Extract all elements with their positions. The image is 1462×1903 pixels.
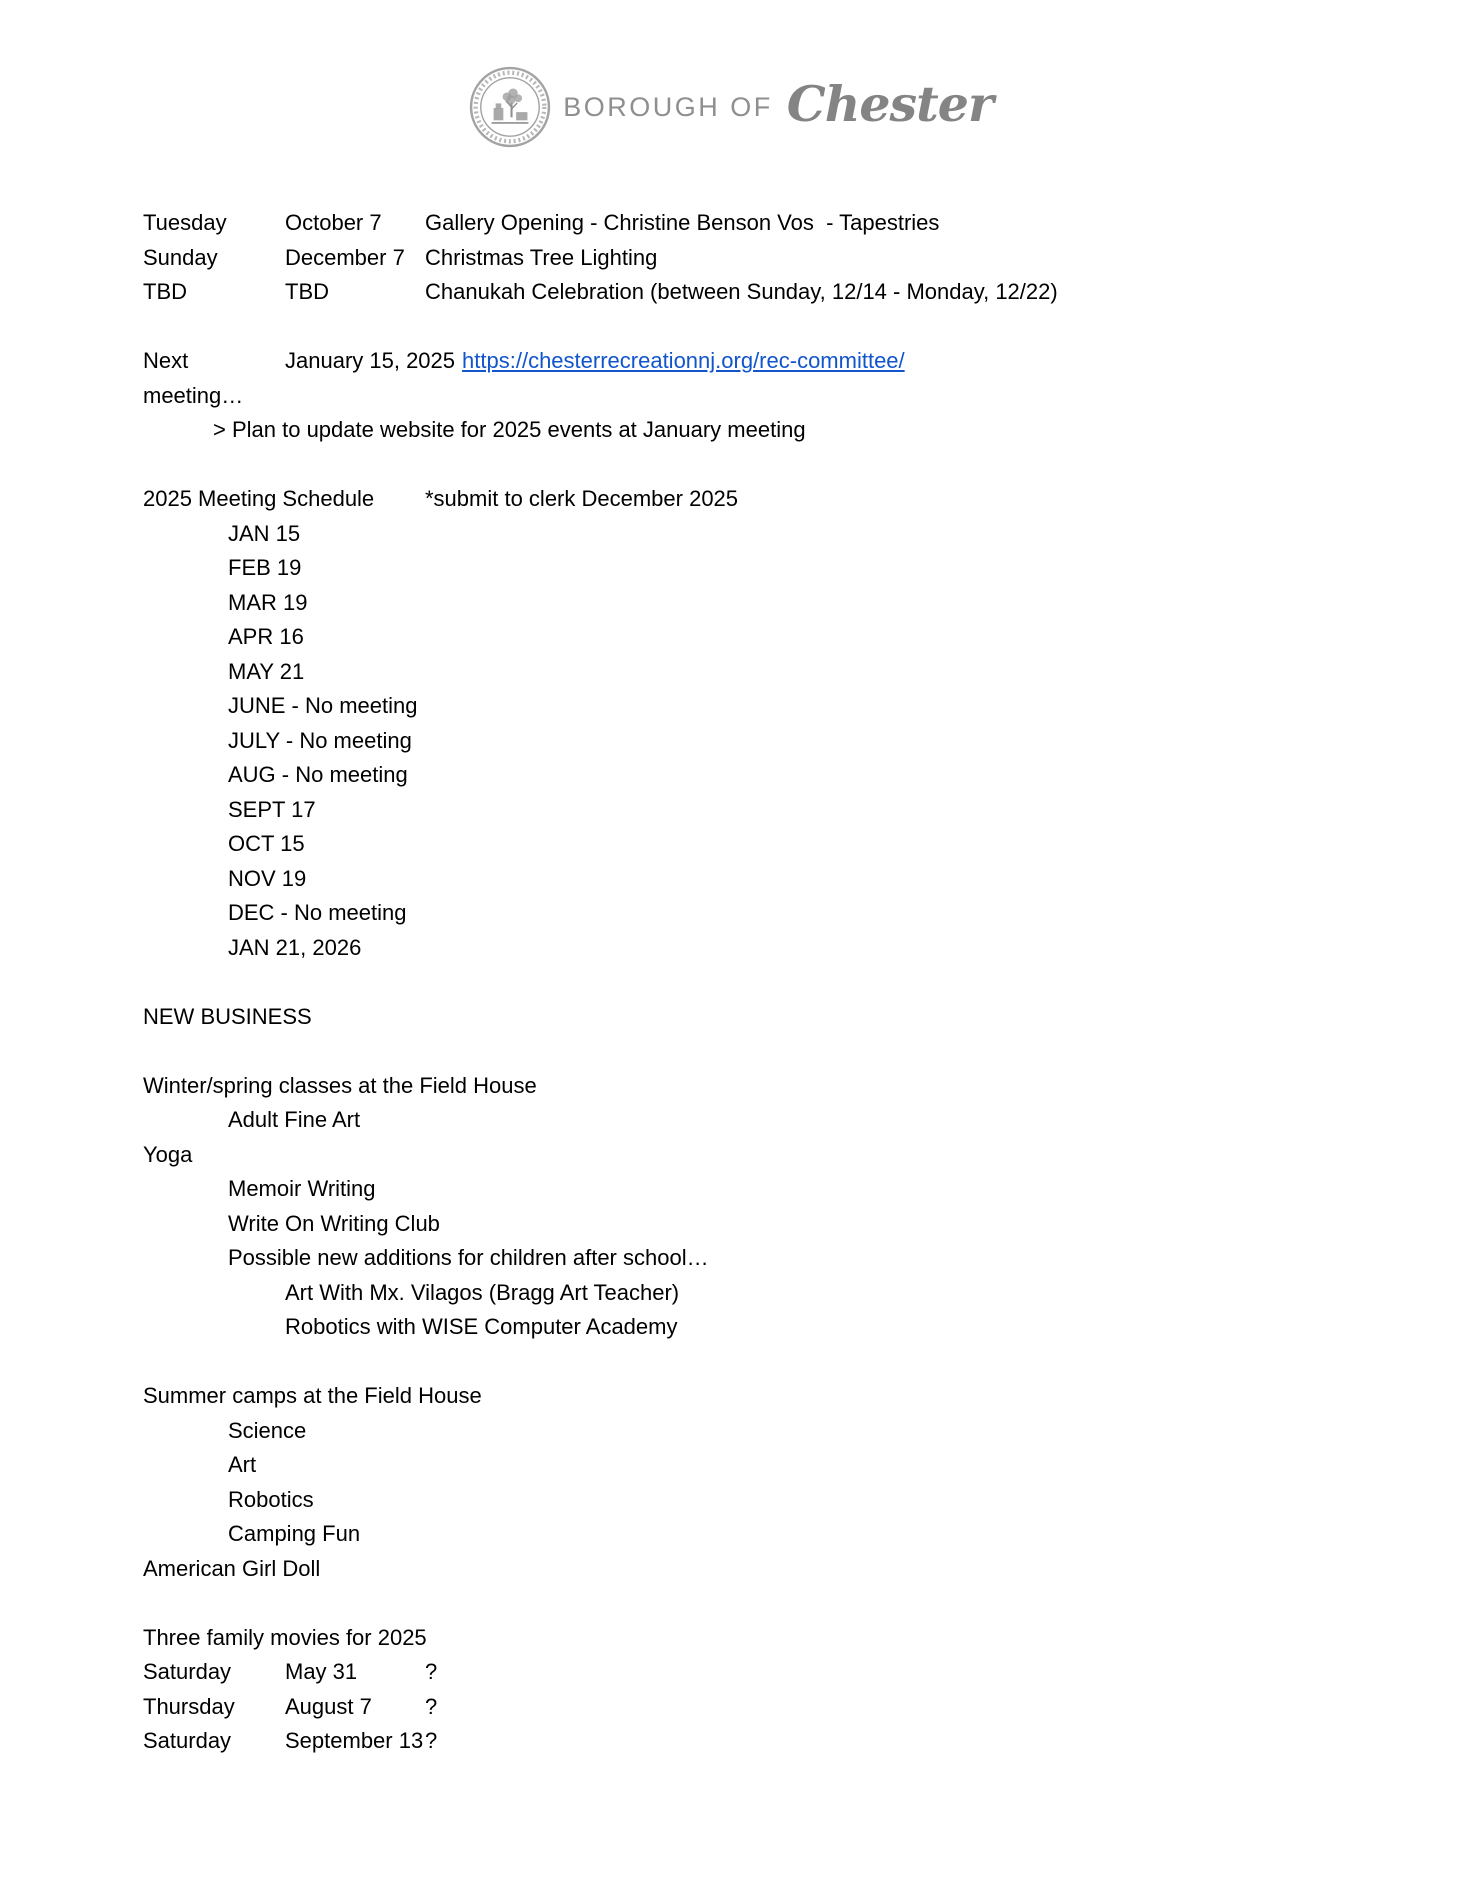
event-date: December 7 bbox=[285, 244, 405, 270]
movie-status: ? bbox=[425, 1728, 438, 1753]
camp-item: Art bbox=[228, 1452, 257, 1477]
new-business-heading: NEW BUSINESS bbox=[143, 1003, 312, 1029]
borough-logo bbox=[0, 62, 1462, 152]
schedule-annotation: *submit to clerk December 2025 bbox=[425, 486, 739, 511]
next-meeting-line bbox=[143, 344, 1343, 413]
movie-row bbox=[143, 1724, 1343, 1759]
event-description: Gallery Opening - Christine Benson Vos - Tapestries bbox=[425, 210, 940, 235]
event-description: Chanukah Celebration (between Sunday, 12/14 - Monday, 12/22) bbox=[425, 279, 1058, 304]
schedule-item: SEPT 17 bbox=[228, 796, 316, 822]
addition-item: Art With Mx. Vilagos (Bragg Art Teacher) bbox=[285, 1279, 680, 1305]
event-row bbox=[143, 241, 1343, 276]
borough-seal-icon bbox=[469, 66, 551, 148]
event-row bbox=[143, 206, 1343, 241]
movies-title: Three family movies for 2025 bbox=[143, 1624, 427, 1650]
camp-item: American Girl Doll bbox=[143, 1555, 321, 1581]
class-item: Adult Fine Art bbox=[228, 1107, 361, 1132]
movie-row bbox=[143, 1690, 1343, 1725]
schedule-title-line bbox=[143, 482, 1343, 517]
movie-row bbox=[143, 1655, 1343, 1690]
blank-line bbox=[143, 965, 1343, 1000]
possible-additions-line: Possible new additions for children after school… bbox=[228, 1245, 709, 1270]
movie-status: ? bbox=[425, 1659, 438, 1684]
blank-line bbox=[143, 1586, 1343, 1621]
class-item: Write On Writing Club bbox=[228, 1210, 440, 1236]
movie-status: ? bbox=[425, 1693, 438, 1719]
event-day: Sunday bbox=[143, 244, 218, 270]
schedule-item: OCT 15 bbox=[228, 831, 305, 856]
logo-borough-of-text: BOROUGH OF bbox=[563, 91, 773, 122]
schedule-title: 2025 Meeting Schedule bbox=[143, 486, 375, 511]
event-day: TBD bbox=[143, 279, 187, 304]
camp-item: Robotics bbox=[228, 1486, 314, 1512]
movie-date: August 7 bbox=[285, 1693, 372, 1719]
movie-day: Saturday bbox=[143, 1728, 232, 1753]
schedule-item: APR 16 bbox=[228, 624, 304, 649]
addition-item: Robotics with WISE Computer Academy bbox=[285, 1314, 678, 1339]
winter-spring-title: Winter/spring classes at the Field House bbox=[143, 1072, 537, 1098]
class-item: Memoir Writing bbox=[228, 1176, 376, 1201]
schedule-item: JUNE - No meeting bbox=[228, 693, 418, 718]
document-body bbox=[143, 206, 1343, 1759]
next-meeting-value bbox=[285, 344, 1343, 379]
schedule-item: JULY - No meeting bbox=[228, 727, 412, 753]
summer-camps-title: Summer camps at the Field House bbox=[143, 1383, 482, 1408]
schedule-item: DEC - No meeting bbox=[228, 900, 407, 925]
event-description: Christmas Tree Lighting bbox=[425, 244, 658, 270]
movie-date: May 31 bbox=[285, 1659, 358, 1684]
schedule-item: MAR 19 bbox=[228, 589, 308, 615]
movie-day: Thursday bbox=[143, 1693, 235, 1719]
movie-day: Saturday bbox=[143, 1659, 232, 1684]
logo-chester-text: Chester bbox=[786, 75, 993, 133]
schedule-item: AUG - No meeting bbox=[228, 762, 408, 787]
next-meeting-note: > Plan to update website for 2025 events at January meeting bbox=[213, 417, 806, 442]
event-row bbox=[143, 275, 1343, 310]
schedule-item: NOV 19 bbox=[228, 865, 307, 891]
blank-line bbox=[143, 448, 1343, 483]
event-date: October 7 bbox=[285, 210, 382, 235]
schedule-item: FEB 19 bbox=[228, 555, 302, 580]
next-meeting-label: Next meeting… bbox=[143, 348, 244, 408]
rec-committee-link[interactable]: https://chesterrecreationnj.org/rec-committee/ bbox=[462, 348, 905, 373]
camp-item: Science bbox=[228, 1417, 307, 1443]
camp-item: Camping Fun bbox=[228, 1521, 361, 1546]
blank-line bbox=[143, 310, 1343, 345]
event-day: Tuesday bbox=[143, 210, 227, 235]
schedule-item: JAN 15 bbox=[228, 520, 301, 546]
class-item: Yoga bbox=[143, 1141, 193, 1167]
event-date: TBD bbox=[285, 279, 329, 304]
schedule-item: JAN 21, 2026 bbox=[228, 934, 362, 960]
schedule-item: MAY 21 bbox=[228, 658, 305, 684]
next-meeting-date: January 15, 2025 bbox=[285, 348, 456, 373]
movie-date: September 13 bbox=[285, 1728, 424, 1753]
blank-line bbox=[143, 1034, 1343, 1069]
blank-line bbox=[143, 1345, 1343, 1380]
